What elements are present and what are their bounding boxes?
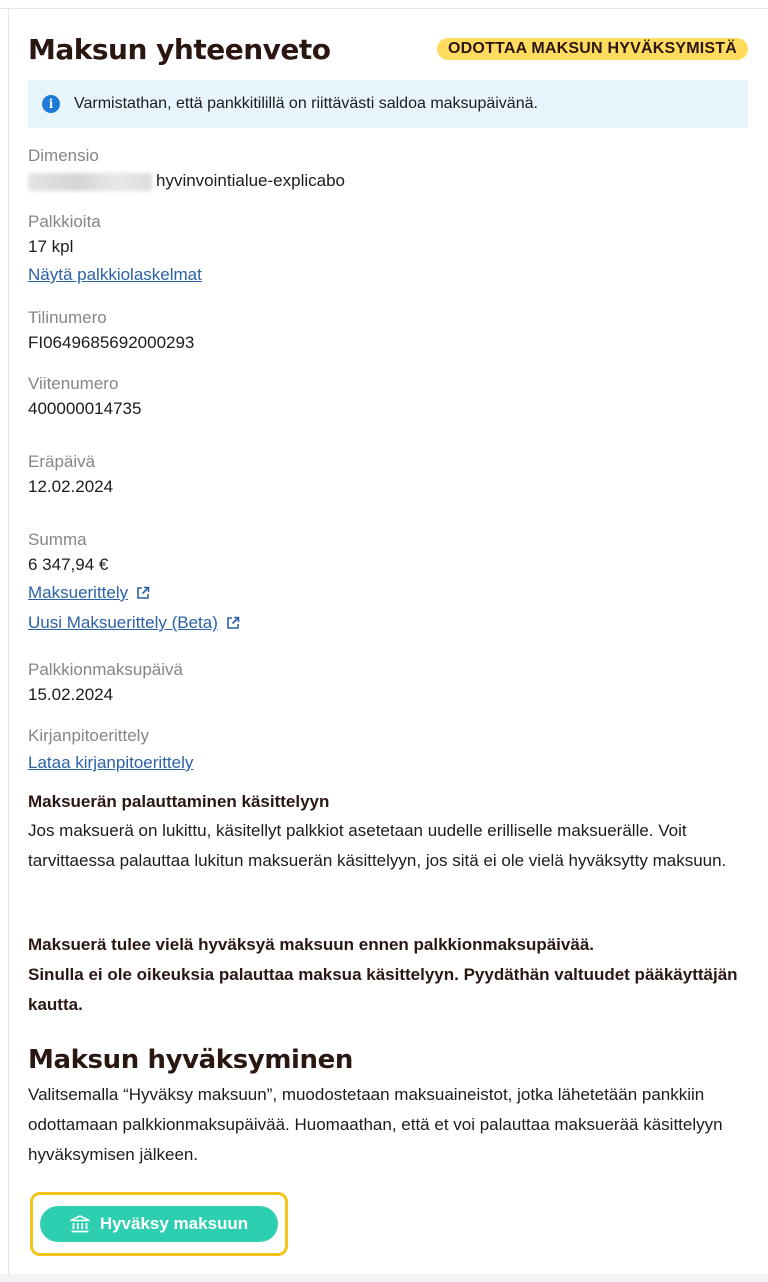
page-bottom-strip bbox=[0, 1274, 768, 1282]
redacted-text bbox=[28, 173, 152, 191]
field-payment-date bbox=[28, 658, 748, 708]
approve-button-focus-frame bbox=[30, 1192, 288, 1256]
dimension-value bbox=[28, 168, 748, 194]
show-reward-calculations-link[interactable]: Näytä palkkiolaskelmat bbox=[28, 265, 202, 284]
status-badge: ODOTTAA MAKSUN HYVÄKSYMISTÄ bbox=[437, 38, 748, 60]
field-dimension bbox=[28, 144, 748, 194]
rewards-value: 17 kpl bbox=[28, 237, 74, 256]
sum-label: Summa bbox=[28, 530, 87, 549]
approve-payment-button-label: Hyväksy maksuun bbox=[99, 1214, 249, 1233]
due-date-label: Eräpäivä bbox=[28, 452, 96, 471]
info-notice-text: Varmistathan, että pankkitilillä on riittävästi saldoa maksupäivänä. bbox=[74, 95, 538, 112]
payment-breakdown-link[interactable] bbox=[28, 578, 150, 608]
payment-date-label: Palkkionmaksupäivä bbox=[28, 660, 183, 679]
info-icon: i bbox=[42, 95, 60, 113]
sum-value: 6 347,94 € bbox=[28, 555, 109, 574]
approval-notice-line2: Sinulla ei ole oikeuksia palauttaa maksua käsittelyyn. Pyydäthän valtuudet pääkäyttäjän kautta. bbox=[28, 965, 738, 1014]
due-date-value: 12.02.2024 bbox=[28, 477, 114, 496]
new-payment-breakdown-link-text: Uusi Maksuerittely (Beta) bbox=[28, 613, 218, 632]
account-label: Tilinumero bbox=[28, 308, 107, 327]
field-rewards bbox=[28, 210, 748, 290]
payment-date-value: 15.02.2024 bbox=[28, 685, 114, 704]
new-payment-breakdown-beta-link[interactable] bbox=[28, 608, 240, 638]
bank-icon bbox=[70, 1215, 90, 1233]
approval-section bbox=[28, 1040, 748, 1170]
approval-notice-line1: Maksuerä tulee vielä hyväksyä maksuun ennen palkkionmaksupäivää. bbox=[28, 935, 594, 954]
return-section-title: Maksuerän palauttaminen käsittelyyn bbox=[28, 792, 330, 811]
approval-notice bbox=[28, 930, 748, 1020]
account-value: FI0649685692000293 bbox=[28, 333, 195, 352]
field-due-date bbox=[28, 450, 748, 500]
approval-title: Maksun hyväksyminen bbox=[28, 1045, 353, 1075]
dimension-label: Dimensio bbox=[28, 146, 99, 165]
accounting-label: Kirjanpitoerittely bbox=[28, 726, 149, 745]
payment-summary bbox=[28, 28, 748, 1233]
approve-payment-button[interactable] bbox=[40, 1206, 278, 1242]
rewards-label: Palkkioita bbox=[28, 212, 101, 231]
download-accounting-breakdown-link[interactable]: Lataa kirjanpitoerittely bbox=[28, 753, 194, 772]
field-reference bbox=[28, 372, 748, 422]
dimension-value-text: hyvinvointialue-explicabo bbox=[156, 171, 346, 190]
info-notice bbox=[28, 80, 748, 128]
payment-breakdown-link-text: Maksuerittely bbox=[28, 583, 129, 602]
field-sum bbox=[28, 528, 748, 638]
page-title: Maksun yhteenveto bbox=[28, 32, 331, 66]
approval-text: Valitsemalla “Hyväksy maksuun”, muodostetaan maksuaineistot, jotka lähetetään pankkiin odottamaan palkkionmaksupäivää. Huomaathan, että et voi palauttaa maksuerää käsittelyyn hyväksymisen jälkeen. bbox=[28, 1085, 723, 1164]
external-link-icon bbox=[226, 616, 240, 630]
summary-header bbox=[28, 28, 748, 70]
reference-label: Viitenumero bbox=[28, 374, 119, 393]
return-to-processing-section bbox=[28, 788, 748, 876]
field-account bbox=[28, 306, 748, 356]
reference-value: 400000014735 bbox=[28, 399, 142, 418]
field-accounting bbox=[28, 724, 748, 778]
return-section-text: Jos maksuerä on lukittu, käsitellyt palkkiot asetetaan uudelle erilliselle maksuerälle. Voit tarvittaessa palauttaa lukitun maksuerän käsittelyyn, jos sitä ei ole vielä hyväksytty maksuun. bbox=[28, 821, 727, 870]
external-link-icon bbox=[136, 586, 150, 600]
